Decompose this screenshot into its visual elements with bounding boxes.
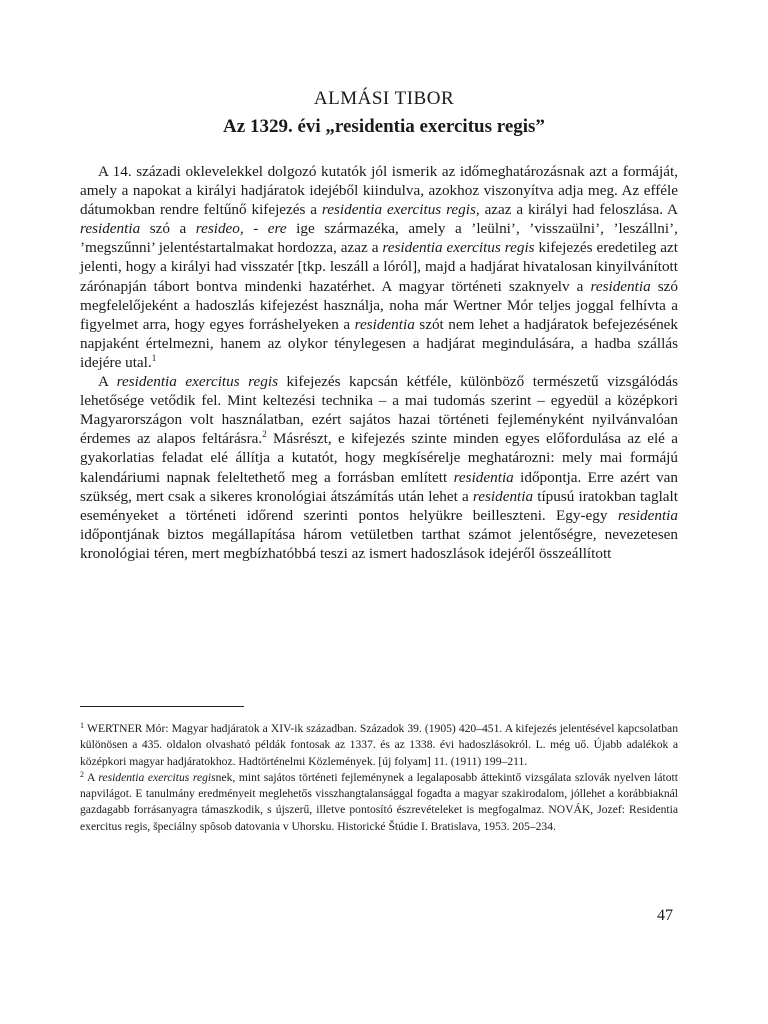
- text-run: A 14. századi oklevelekkel dolgozó kutatók jól ismerik az időmeghatározásnak azt a formáját, amely a napokat a királyi hadjáratok idejéből kiindulva, azokhoz viszonyítva adja meg. Az efféle dátumokban rendre feltűnő kifejezés a: [80, 163, 678, 219]
- text-run: ige származéka, amely a ’leülni’, ’visszaülni’, ’leszállni’, ’megszűnni’ jelentéstartalmakat hordozza, azaz a: [80, 220, 678, 257]
- footnote-reference: 2: [262, 429, 267, 440]
- text-run: időpontjának biztos megállapítása három vetületben tarthat számot jelentőségre, nevezetesen kronológiai téren, mert megbízhatóbbá teszi az ismert hadoszlások idejéről összeállított: [80, 525, 678, 562]
- text-run: A: [98, 373, 117, 391]
- italic-term: residentia: [472, 487, 534, 505]
- text-run: A: [87, 770, 99, 784]
- text-run: szót nem lehet a hadjáratok befejezésének napjaként értelmezni, hanem az olykor ténylegesen a hadjárat megindulására, a hadba szállás idejére utal.: [80, 315, 678, 371]
- text-run: időpontja. Erre azért van szükség, mert csak a sikeres kronológiai átszámítás után lehet a: [80, 468, 679, 505]
- text-run: kifejezés kapcsán kétféle, különböző természetű vizsgálódás lehetősége vetődik fel. Mint keltezési technika – a mai tudomás szerint – egyedül a középkori Magyarországon volt használatban, ezért sajátos hazai történeti fejleményként nyilvánvalóan érdemes az alapos feltárásra.: [80, 373, 678, 448]
- text-run: típusú iratokban taglalt eseményeket a történeti időrend szerinti pontos helyükre beilleszteni. Egy-egy: [80, 487, 678, 524]
- text-run: kifejezés eredetileg azt jelenti, hogy a királyi had visszatér [tkp. leszáll a lóról], majd a hadjárat hivatalosan kinyilvánított zárónapján tábort bontva mindenki hazatérhet. A magyar történeti szaknyelv a: [80, 239, 678, 295]
- italic-term: residentia: [354, 315, 415, 333]
- footnote-reference: 1: [151, 352, 157, 363]
- text-run: WERTNER Mór: Magyar hadjáratok a XIV-ik században. Századok 39. (1905) 420–451. A kifejezés jelentésével kapcsolatban különösen a 435. oldalon olvasható példák fontosak az 1337. és az 1338. évi hadoszlásokról. L. még uő. Újabb adalékok a középkori magyar hadjáratokhoz. Hadtörténelmi Közlemények. [új folyam] 11. (1911) 199–211.: [80, 722, 678, 768]
- italic-term: residentia: [590, 277, 651, 295]
- text-run: szó a: [140, 220, 196, 238]
- footnote: [80, 770, 678, 835]
- author-name: ALMÁSI TIBOR: [313, 88, 455, 109]
- text-run: szó megfelelőjeként a hadoszlás kifejezést használja, noha már Wertner Mór teljes joggal felhívta a figyelmet arra, hogy egyes forráshelyeken a: [80, 277, 678, 333]
- paragraph: [80, 162, 678, 372]
- italic-term: residentia exercitus regis: [321, 201, 476, 219]
- italic-term: residentia exercitus regis: [116, 373, 278, 391]
- body-text: [80, 162, 678, 563]
- footnote-mark: 2: [80, 769, 84, 779]
- italic-term: residentia exercitus regis: [98, 770, 216, 784]
- italic-term: resideo, - ere: [195, 220, 287, 238]
- footnote-divider: [80, 706, 244, 707]
- footnote: [80, 721, 678, 770]
- text-run: nek, mint sajátos történeti fejleménynek a legalaposabb áttekintő vizsgálata szlovák nyelven látott napvilágot. E tanulmány eredményeit meglehetős visszhangtalansággal fogadta a magyar szakirodalom, jóllehet a korábbiaknál gazdagabb forrásanyagra támaszkodik, s újszerű, illetve pontosító észrevételeket is megfogalmaz. NOVÁK, Jozef: Residentia exercitus regis, špeciálny spôsob datovania v Uhorsku. Historické Štúdie I. Bratislava, 1953. 205–234.: [80, 770, 678, 833]
- page-number: 47: [657, 907, 673, 924]
- italic-term: residentia: [453, 468, 514, 486]
- italic-term: residentia exercitus regis: [382, 239, 535, 257]
- footnote-mark: 1: [80, 721, 84, 730]
- italic-term: residentia: [617, 506, 678, 524]
- paragraph: [80, 372, 678, 563]
- italic-term: residentia: [80, 220, 141, 238]
- article-title: Az 1329. évi „residentia exercitus regis”: [223, 116, 545, 137]
- text-run: , azaz a királyi had feloszlása. A: [475, 201, 678, 219]
- text-run: Másrészt, e kifejezés szinte minden egyes előfordulása az elé a gyakorlatias feladat elé állítja a kutatót, hogy megkísérelje meghatározni: mely mai formájú kalendáriumi napnak feleltethető meg a forrásban említett: [80, 430, 679, 486]
- footnotes: [80, 721, 678, 835]
